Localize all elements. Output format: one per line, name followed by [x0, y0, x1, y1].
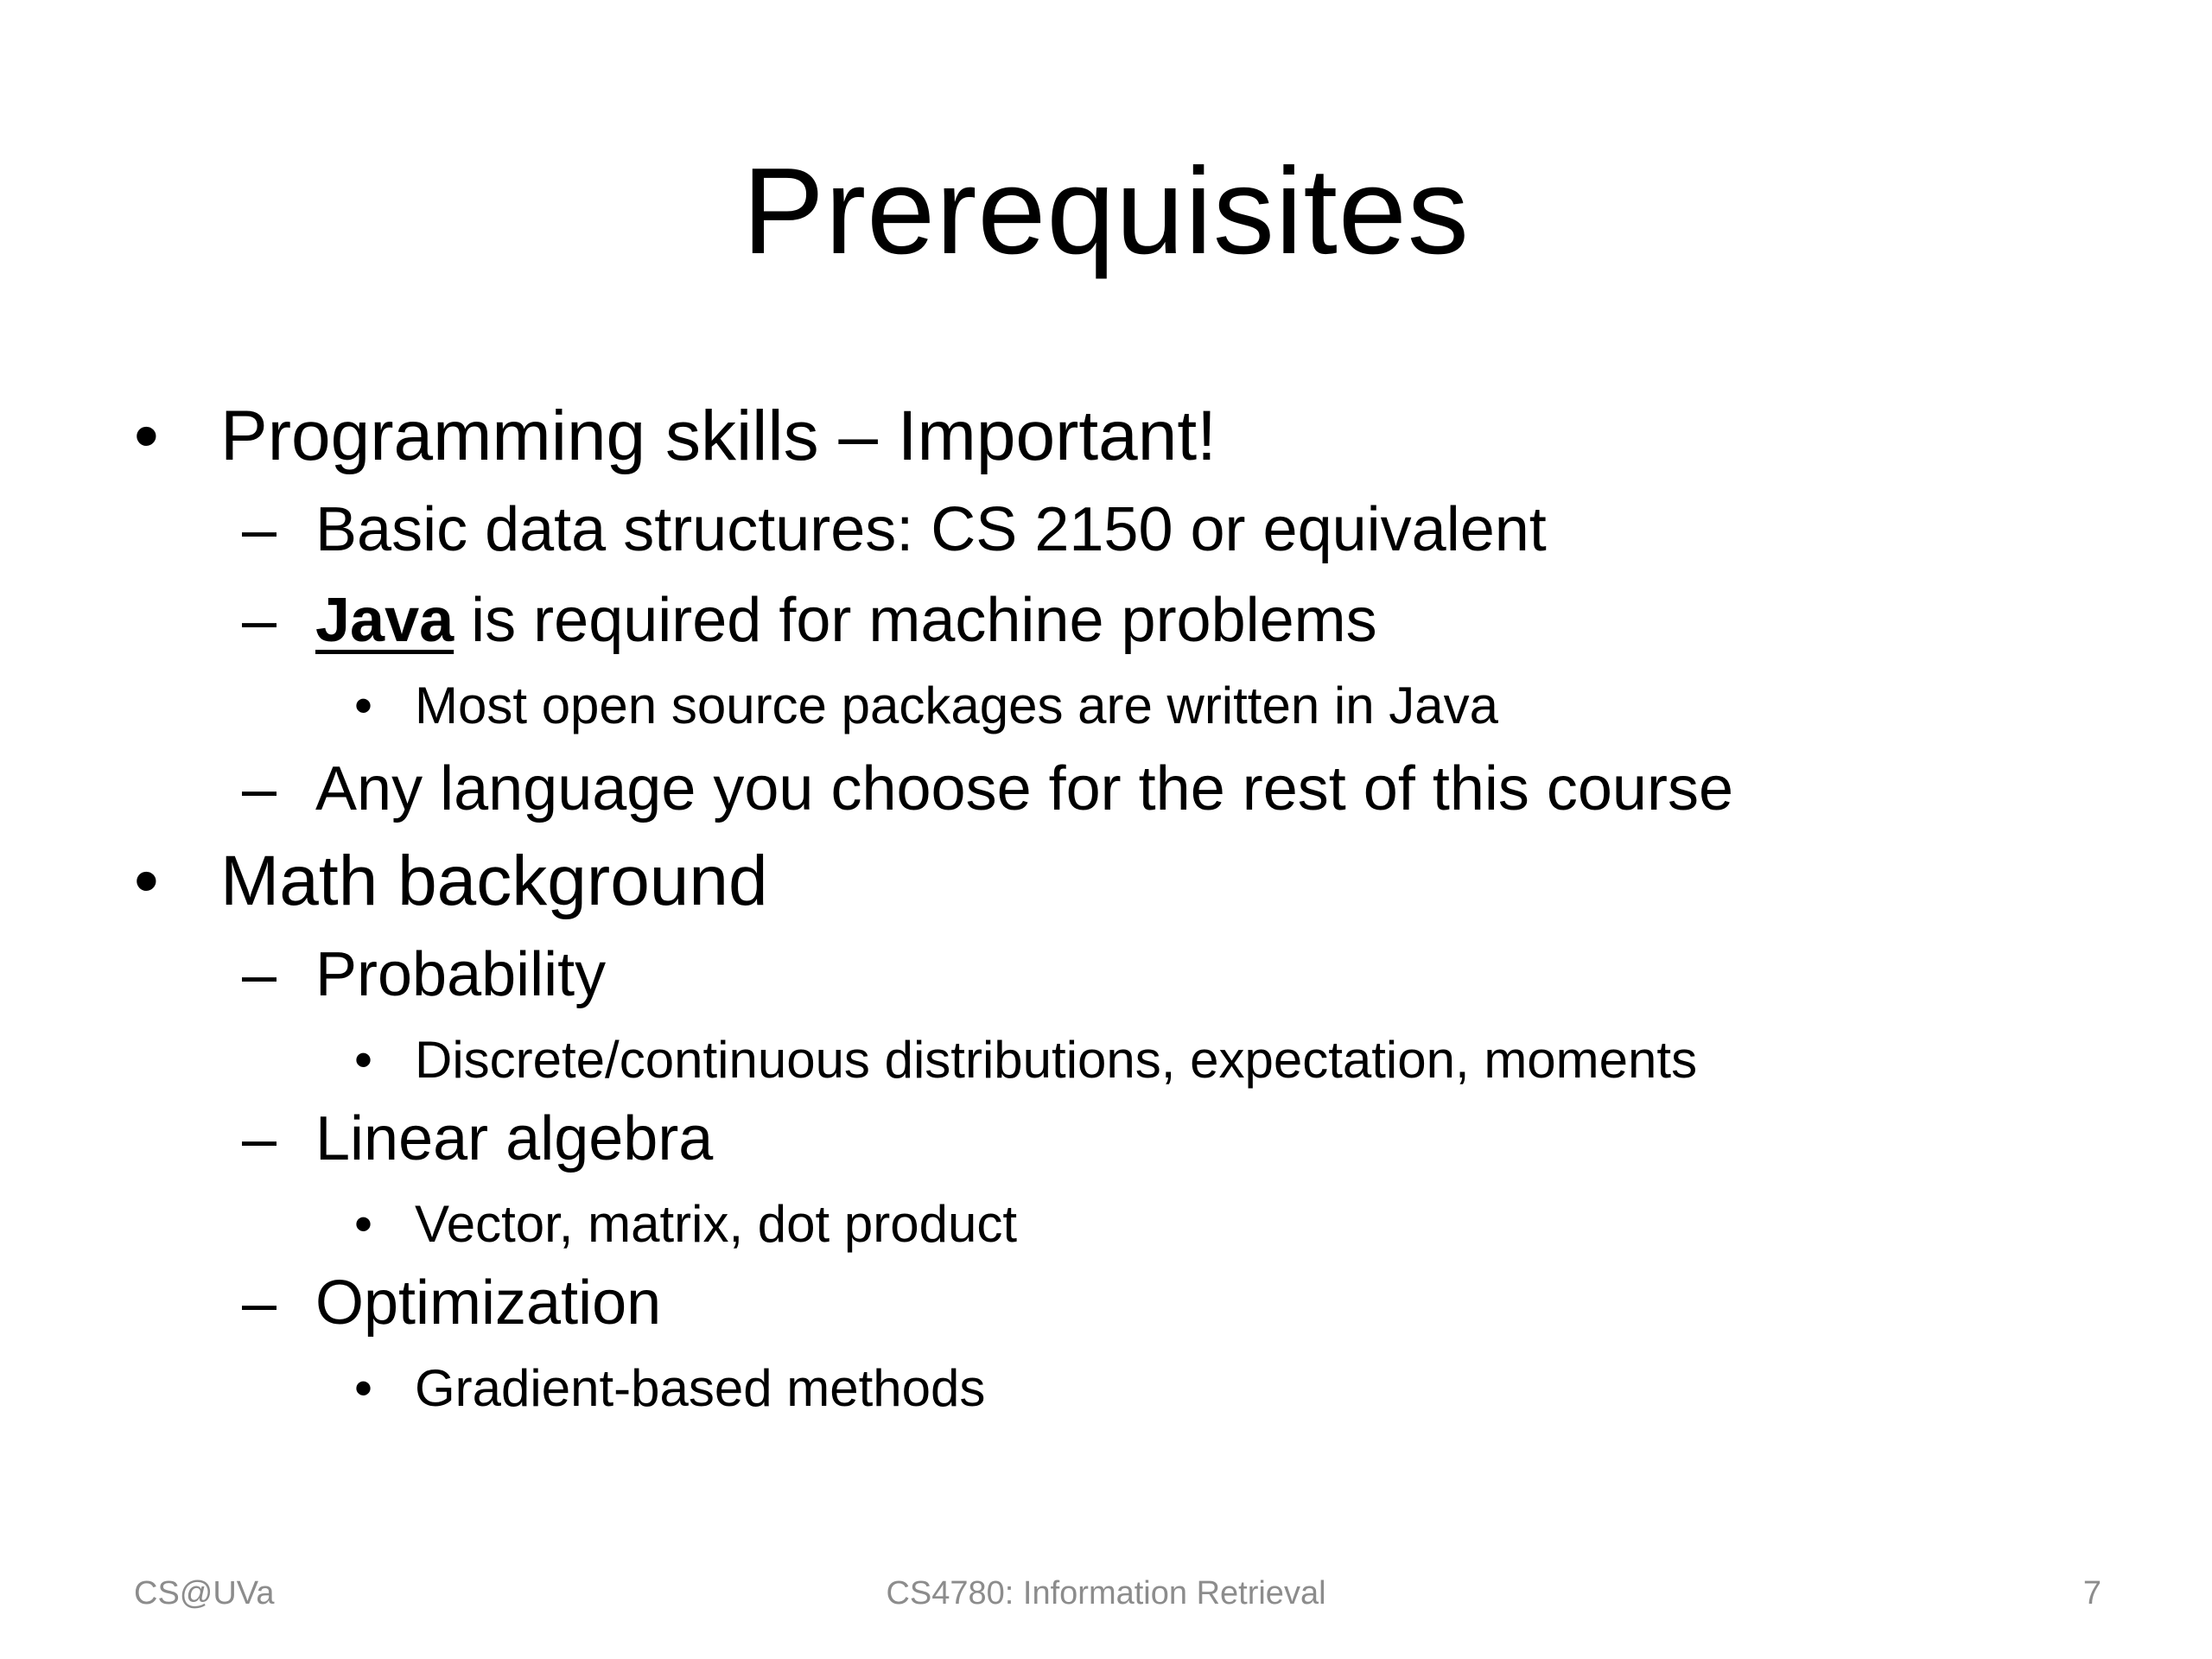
bullet-marker: •	[354, 1195, 373, 1253]
sub-bullet-text: Probability	[315, 940, 607, 1009]
sub-bullet-text: Linear algebra	[315, 1104, 714, 1173]
sub-sub-bullet-text: Gradient-based methods	[415, 1359, 986, 1417]
slide-title: Prerequisites	[742, 143, 1470, 280]
dash-marker: –	[242, 1104, 277, 1173]
bullet-text: Math background	[220, 842, 768, 920]
bullet-marker: •	[354, 677, 373, 734]
footer-course-title: CS4780: Information Retrieval	[886, 1575, 1326, 1611]
java-emphasis: Java	[315, 586, 454, 655]
bullet-marker: •	[134, 397, 159, 475]
footer-page-number: 7	[2082, 1575, 2101, 1611]
dash-marker: –	[242, 1268, 277, 1338]
sub-bullet-text-rest: is required for machine problems	[454, 586, 1377, 655]
sub-sub-bullet-text: Most open source packages are written in Java	[415, 677, 1498, 734]
bullet-text: Programming skills – Important!	[220, 397, 1217, 475]
sub-sub-bullet-text: Discrete/continuous distributions, expectation, moments	[415, 1031, 1698, 1089]
dash-marker: –	[242, 754, 277, 823]
sub-bullet-text: Optimization	[315, 1268, 662, 1338]
bullet-marker: •	[134, 842, 159, 920]
footer-left-label: CS@UVa	[134, 1575, 275, 1611]
sub-bullet-text: Basic data structures: CS 2150 or equivalent	[315, 495, 1547, 564]
dash-marker: –	[242, 586, 277, 655]
dash-marker: –	[242, 495, 277, 564]
sub-bullet-text-java	[315, 582, 1377, 659]
sub-sub-bullet-text: Vector, matrix, dot product	[415, 1195, 1018, 1253]
bullet-marker: •	[354, 1359, 373, 1417]
dash-marker: –	[242, 940, 277, 1009]
sub-bullet-text: Any language you choose for the rest of this course	[315, 754, 1733, 823]
bullet-marker: •	[354, 1031, 373, 1089]
